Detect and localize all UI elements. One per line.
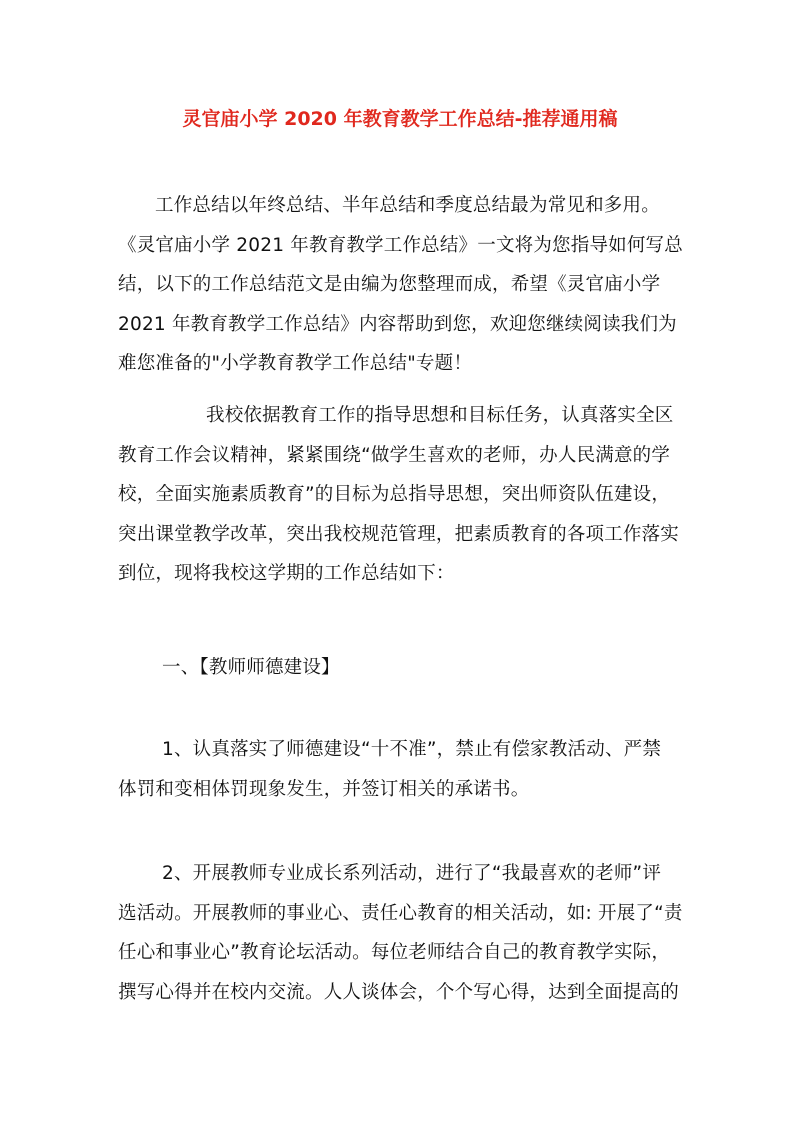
item-1-paragraph	[118, 730, 682, 809]
paragraph-line: 任心和事业心”教育论坛活动。每位老师结合自己的教育教学实际，	[118, 942, 671, 964]
paragraph-line: 我校依据教育工作的指导思想和目标任务，认真落实全区	[206, 405, 674, 426]
paragraph-line: 教育工作会议精神，紧紧围绕“做学生喜欢的老师，办人民满意的学	[118, 444, 671, 466]
document-title: 灵官庙小学 2020 年教育教学工作总结-推荐通用稿	[182, 108, 618, 130]
paragraph-line: 校，全面实施素质教育”的目标为总指导思想，突出师资队伍建设，	[118, 484, 671, 506]
paragraph-line: 选活动。开展教师的事业心、责任心教育的相关活动，如: 开展了“责	[118, 902, 683, 924]
paragraph-line: 突出课堂教学改革，突出我校规范管理，把素质教育的各项工作落实	[118, 523, 680, 545]
intro-paragraph	[118, 186, 682, 384]
paragraph-line: 撰写心得并在校内交流。人人谈体会，个个写心得，达到全面提高的	[118, 981, 680, 1003]
paragraph-line: 到位，现将我校这学期的工作总结如下：	[118, 563, 455, 585]
paragraph-line: 《灵官庙小学 2021 年教育教学工作总结》一文将为您指导如何写总	[118, 234, 683, 256]
section-heading-text: 一、【教师师德建设】	[162, 657, 340, 678]
paragraph-line: 体罚和变相体罚现象发生，并签订相关的承诺书。	[118, 778, 530, 800]
paragraph-line: 结，以下的工作总结范文是由编为您整理而成，希望《灵官庙小学	[118, 274, 661, 296]
paragraph-line: 2、开展教师专业成长系列活动，进行了“我最喜欢的老师”评	[162, 863, 662, 884]
paragraph-line: 工作总结以年终总结、半年总结和季度总结最为常见和多用。	[155, 195, 660, 216]
item-2-paragraph	[118, 854, 682, 1012]
section-heading	[118, 648, 682, 688]
summary-paragraph	[118, 396, 682, 594]
paragraph-line: 难您准备的"小学教育教学工作总结"专题！	[118, 353, 473, 375]
paragraph-line: 2021 年教育教学工作总结》内容帮助到您，欢迎您继续阅读我们为	[118, 313, 677, 335]
paragraph-line: 1、认真落实了师德建设“十不准”，禁止有偿家教活动、严禁	[162, 739, 662, 760]
